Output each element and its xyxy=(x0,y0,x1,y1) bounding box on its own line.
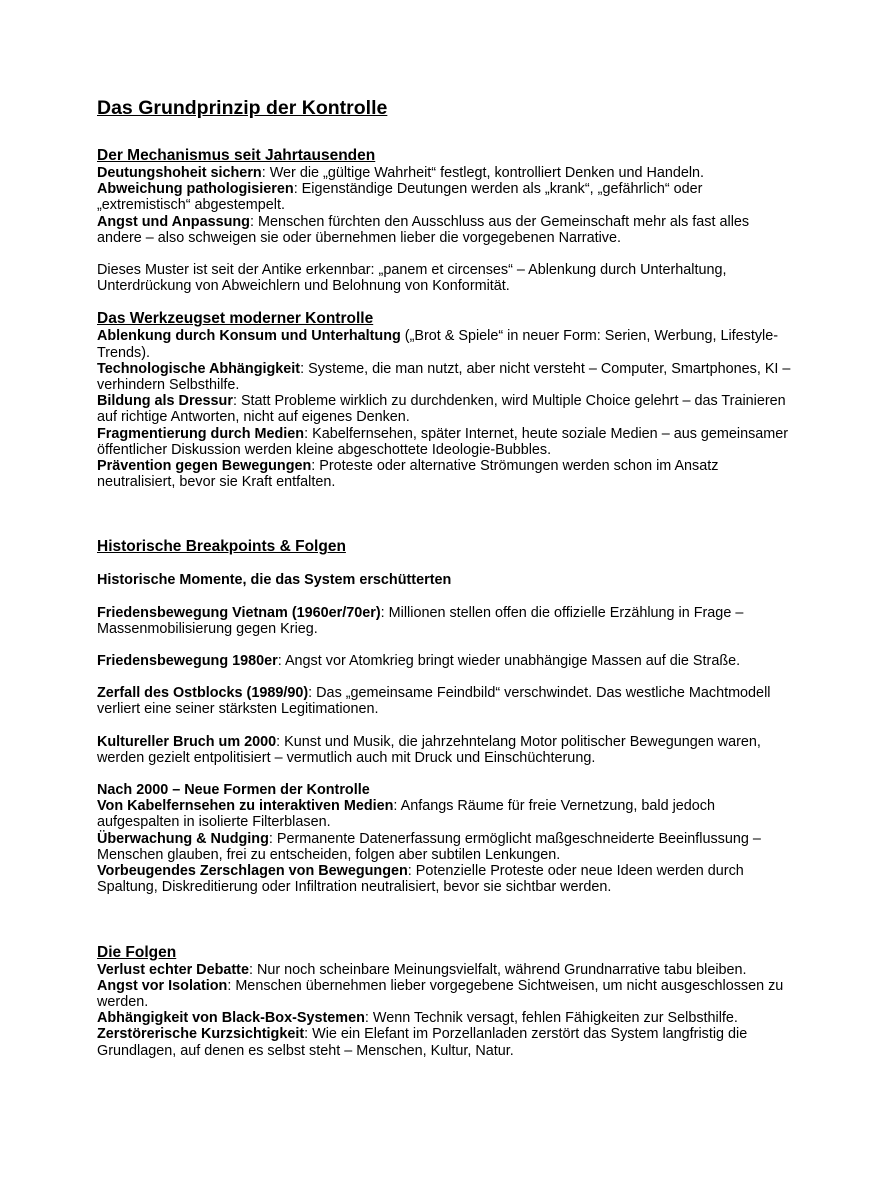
item-text: : Menschen fürchten den Ausschluss aus der Gemeinschaft mehr als fast alles andere – also schweigen sie oder übernehmen lieber die vorgegebenen Narrative. xyxy=(97,213,750,246)
item-term: Angst vor Isolation xyxy=(97,977,228,994)
item-term: Zerfall des Ostblocks (1989/90) xyxy=(97,685,309,702)
item-text: : Systeme, die man nutzt, aber nicht versteht – Computer, Smartphones, KI – verhindern Selbsthilfe. xyxy=(97,360,791,394)
item-text: : Statt Probleme wirklich zu durchdenken, wird Multiple Choice gelehrt – das Trainieren auf richtige Antworten, nicht auf eigenes Denken. xyxy=(97,393,786,426)
item-term: Technologische Abhängigkeit xyxy=(97,360,301,377)
list-item xyxy=(97,685,797,717)
list-item xyxy=(97,1026,797,1058)
list-item xyxy=(97,962,797,978)
list-item xyxy=(97,458,797,490)
item-term: Vorbeugendes Zerschlagen von Bewegungen xyxy=(97,863,408,880)
item-text: : Kabelfernsehen, später Internet, heute soziale Medien – aus gemeinsamer öffentlicher Diskussion werden kleine abgeschottete Ideologie-Bubbles. xyxy=(97,425,789,458)
list-item xyxy=(97,393,797,425)
list-item xyxy=(97,328,797,360)
item-term: Überwachung & Nudging xyxy=(97,830,269,847)
item-text: : Menschen übernehmen lieber vorgegebene Sichtweisen, um nicht ausgeschlossen zu werden. xyxy=(97,977,784,1010)
list-item xyxy=(97,426,797,458)
item-term: Fragmentierung durch Medien xyxy=(97,425,305,442)
item-text: : Permanente Datenerfassung ermöglicht maßgeschneiderte Beeinflussung – Menschen glauben, frei zu entscheiden, folgen aber subtilen Lenkungen. xyxy=(97,830,761,863)
document-page xyxy=(97,96,797,1059)
list-item xyxy=(97,831,797,863)
item-text: : Das „gemeinsame Feindbild“ verschwindet. Das westliche Machtmodell verliert eine seiner stärksten Legitimationen. xyxy=(97,685,771,718)
item-text: : Wie ein Elefant im Porzellanladen zerstört das System langfristig die Grundlagen, auf denen es selbst steht – Menschen, Kultur, Natur. xyxy=(97,1026,748,1059)
item-term: Zerstörerische Kurzsichtigkeit xyxy=(97,1026,305,1043)
item-term: Angst und Anpassung xyxy=(97,213,250,230)
item-term: Deutungshoheit sichern xyxy=(97,165,262,181)
item-text: : Potenzielle Proteste oder neue Ideen werden durch Spaltung, Diskreditierung oder Infiltration neutralisiert, bevor sie sichtbar werden. xyxy=(97,863,744,896)
section-heading-werkzeugset: Das Werkzeugset moderner Kontrolle xyxy=(97,310,374,328)
list-item xyxy=(97,214,797,246)
sub-heading-text: Nach 2000 – Neue Formen der Kontrolle xyxy=(97,782,370,799)
item-text: : Nur noch scheinbare Meinungsvielfalt, während Grundnarrative tabu bleiben. xyxy=(248,961,747,978)
item-text: : Eigenständige Deutungen werden als „krank“, „gefährlich“ oder „extremistisch“ abgestempelt. xyxy=(97,181,703,214)
section-heading-breakpoints: Historische Breakpoints & Folgen xyxy=(97,538,346,556)
item-text: : Angst vor Atomkrieg bringt wieder unabhängige Massen auf die Straße. xyxy=(277,653,741,670)
item-text: : Kunst und Musik, die jahrzehntelang Motor politischer Bewegungen waren, werden gezielt entpolitisiert – vermutlich auch mit Druck und Einschüchterung. xyxy=(97,733,761,766)
item-term: Kultureller Bruch um 2000 xyxy=(97,733,277,750)
item-term: Abhängigkeit von Black-Box-Systemen xyxy=(97,1010,365,1027)
item-term: Abweichung pathologisieren xyxy=(97,181,294,198)
list-item xyxy=(97,653,797,669)
item-text: : Millionen stellen offen die offizielle Erzählung in Frage – Massenmobilisierung gegen Krieg. xyxy=(97,604,744,637)
paragraph: Dieses Muster ist seit der Antike erkennbar: „panem et circenses“ – Ablenkung durch Unterhaltung, Unterdrückung von Abweichlern und Belohnung von Konformität. xyxy=(97,262,727,295)
item-term: Friedensbewegung Vietnam (1960er/70er) xyxy=(97,604,381,621)
sub-heading xyxy=(97,782,797,798)
item-text: : Proteste oder alternative Strömungen werden schon im Ansatz neutralisiert, bevor sie Kraft entfalten. xyxy=(97,458,719,491)
item-term: Ablenkung durch Konsum und Unterhaltung xyxy=(97,328,401,345)
list-item xyxy=(97,361,797,393)
item-term: Bildung als Dressur xyxy=(97,393,233,410)
list-item xyxy=(97,734,797,766)
item-text: („Brot & Spiele“ in neuer Form: Serien, Werbung, Lifestyle-Trends). xyxy=(97,328,779,361)
list-item xyxy=(97,798,797,830)
section-heading-folgen: Die Folgen xyxy=(97,943,177,961)
sub-heading-text: Historische Momente, die das System erschütterten xyxy=(97,572,452,589)
list-item xyxy=(97,1010,797,1026)
list-item xyxy=(97,181,797,213)
list-item xyxy=(97,165,797,181)
item-term: Prävention gegen Bewegungen xyxy=(97,458,312,475)
item-text: : Wer die „gültige Wahrheit“ festlegt, kontrolliert Denken und Handeln. xyxy=(261,165,705,181)
section-heading-mechanismus: Der Mechanismus seit Jahrtausenden xyxy=(97,147,376,164)
item-text: : Wenn Technik versagt, fehlen Fähigkeiten zur Selbsthilfe. xyxy=(364,1010,738,1027)
page-title: Das Grundprinzip der Kontrolle xyxy=(97,97,388,119)
item-term: Von Kabelfernsehen zu interaktiven Medien xyxy=(97,798,394,815)
list-item xyxy=(97,863,797,895)
sub-heading xyxy=(97,572,797,588)
list-item xyxy=(97,605,797,637)
item-text: : Anfangs Räume für freie Vernetzung, bald jedoch aufgespalten in isolierte Filterblasen. xyxy=(97,798,716,831)
list-item xyxy=(97,978,797,1010)
item-term: Verlust echter Debatte xyxy=(97,961,249,978)
item-term: Friedensbewegung 1980er xyxy=(97,653,278,670)
